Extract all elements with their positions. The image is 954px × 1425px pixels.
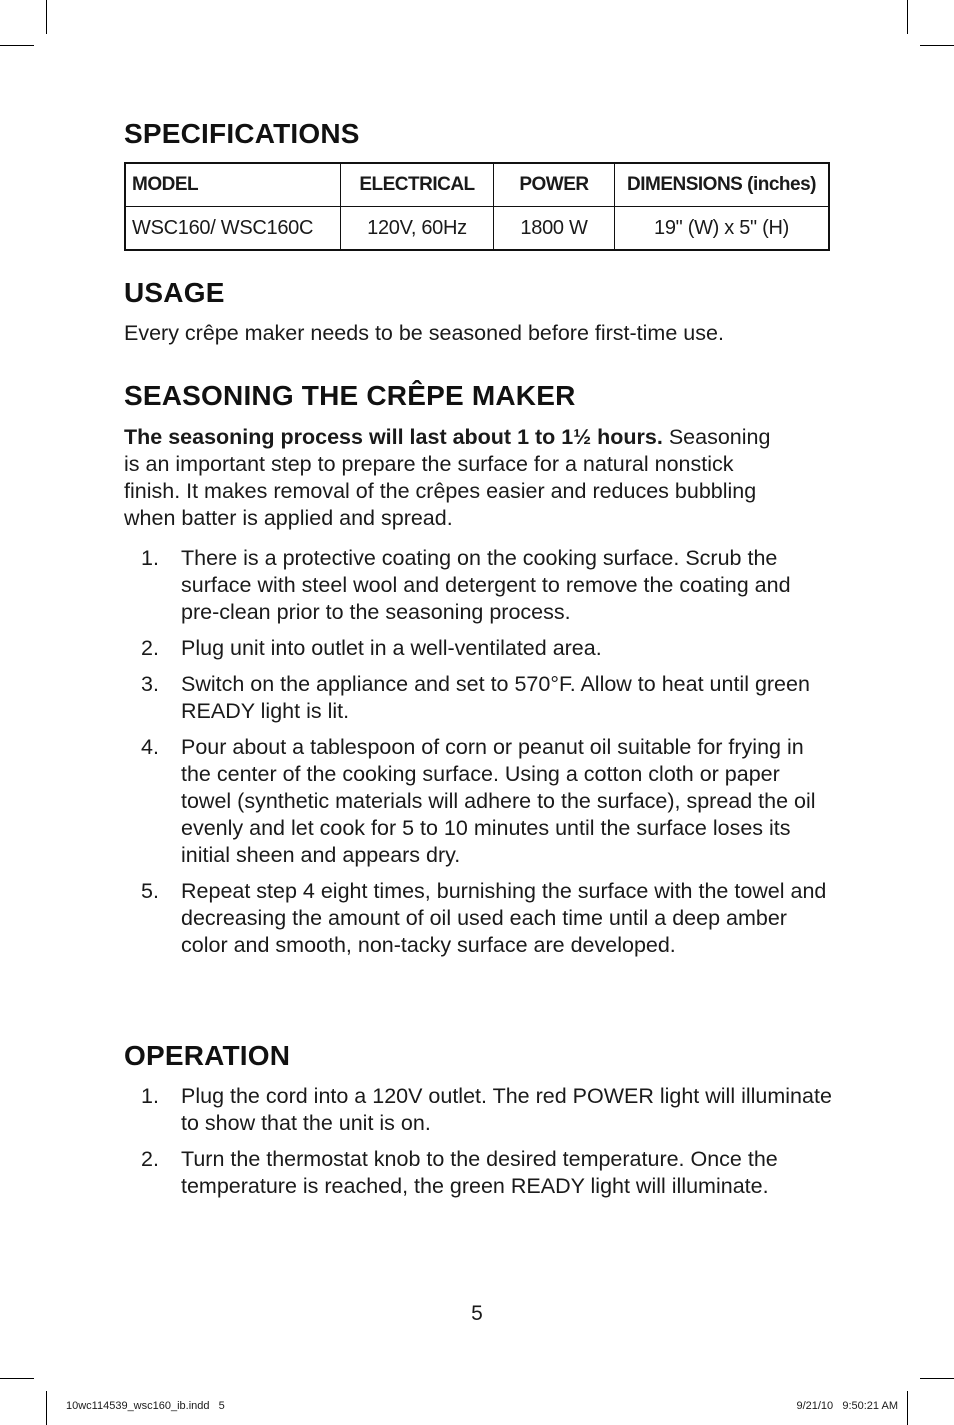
- step-text: Repeat step 4 eight times, burnishing the surface with the towel and decreasing the amount of oil used each time until a deep amber color and smooth, non-tacky surface are developed.: [181, 879, 827, 957]
- list-item: [124, 1146, 834, 1200]
- crop-mark-top-left-h: [0, 45, 34, 46]
- cell-power: 1800 W: [494, 207, 615, 251]
- step-number: 1.: [141, 546, 159, 570]
- seasoning-intro-text: Seasoning is an important step to prepare the surface for a natural nonstick finish. It makes removal of the crêpes easier and reduces bubbling when batter is applied and spread.: [124, 425, 771, 530]
- page-number: 5: [471, 1302, 483, 1325]
- list-item: [124, 545, 834, 626]
- cell-model: WSC160/ WSC160C: [125, 207, 341, 251]
- step-text: Plug the cord into a 120V outlet. The red POWER light will illuminate to show that the unit is on.: [181, 1084, 832, 1135]
- step-text: Plug unit into outlet in a well-ventilated area.: [181, 636, 602, 660]
- seasoning-intro: [124, 424, 784, 532]
- step-text: Turn the thermostat knob to the desired temperature. Once the temperature is reached, the green READY light will illuminate.: [181, 1147, 778, 1198]
- usage-text: Every crêpe maker needs to be seasoned before first-time use.: [124, 321, 724, 345]
- seasoning-heading: SEASONING THE CRÊPE MAKER: [124, 380, 576, 411]
- operation-steps: [124, 1083, 834, 1200]
- seasoning-duration-note: The seasoning process will last about 1 to 1½ hours.: [124, 425, 663, 449]
- column-header-power: POWER: [494, 163, 615, 207]
- list-item: [124, 635, 834, 662]
- step-text: Switch on the appliance and set to 570°F. Allow to heat until green READY light is lit.: [181, 672, 810, 723]
- crop-mark-top-right-v: [907, 0, 908, 34]
- list-item: [124, 671, 834, 725]
- step-number: 5.: [141, 879, 159, 903]
- crop-mark-top-left-v: [46, 0, 47, 34]
- table-header-row: [125, 163, 829, 207]
- seasoning-steps: [124, 545, 834, 959]
- list-item: [124, 878, 834, 959]
- step-text: There is a protective coating on the cooking surface. Scrub the surface with steel wool and detergent to remove the coating and pre-clean prior to the seasoning process.: [181, 546, 791, 624]
- footer-timestamp: 9/21/10 9:50:21 AM: [796, 1400, 898, 1412]
- step-number: 1.: [141, 1084, 159, 1108]
- crop-mark-bottom-left-h: [0, 1378, 34, 1379]
- operation-heading: OPERATION: [124, 1040, 291, 1071]
- crop-mark-top-right-h: [920, 45, 954, 46]
- step-number: 2.: [141, 1147, 159, 1171]
- step-text: Pour about a tablespoon of corn or peanut oil suitable for frying in the center of the cooking surface. Using a cotton cloth or paper towel (synthetic materials will adhere to the surface), spread the oil evenly and let cook for 5 to 10 minutes until the surface loses its initial sheen and appears dry.: [181, 735, 816, 867]
- crop-mark-bottom-left-v: [46, 1391, 47, 1425]
- column-header-model: MODEL: [125, 163, 341, 207]
- list-item: [124, 734, 834, 869]
- step-number: 3.: [141, 672, 159, 696]
- footer-file-name: 10wc114539_wsc160_ib.indd 5: [66, 1400, 225, 1412]
- specifications-heading: SPECIFICATIONS: [124, 118, 360, 149]
- step-number: 4.: [141, 735, 159, 759]
- crop-mark-bottom-right-v: [907, 1391, 908, 1425]
- column-header-electrical: ELECTRICAL: [341, 163, 494, 207]
- cell-electrical: 120V, 60Hz: [341, 207, 494, 251]
- step-number: 2.: [141, 636, 159, 660]
- column-header-dimensions: DIMENSIONS (inches): [615, 163, 830, 207]
- cell-dimensions: 19" (W) x 5" (H): [615, 207, 830, 251]
- specifications-table: [124, 162, 830, 251]
- usage-heading: USAGE: [124, 277, 225, 308]
- list-item: [124, 1083, 834, 1137]
- crop-mark-bottom-right-h: [920, 1378, 954, 1379]
- table-row: [125, 207, 829, 251]
